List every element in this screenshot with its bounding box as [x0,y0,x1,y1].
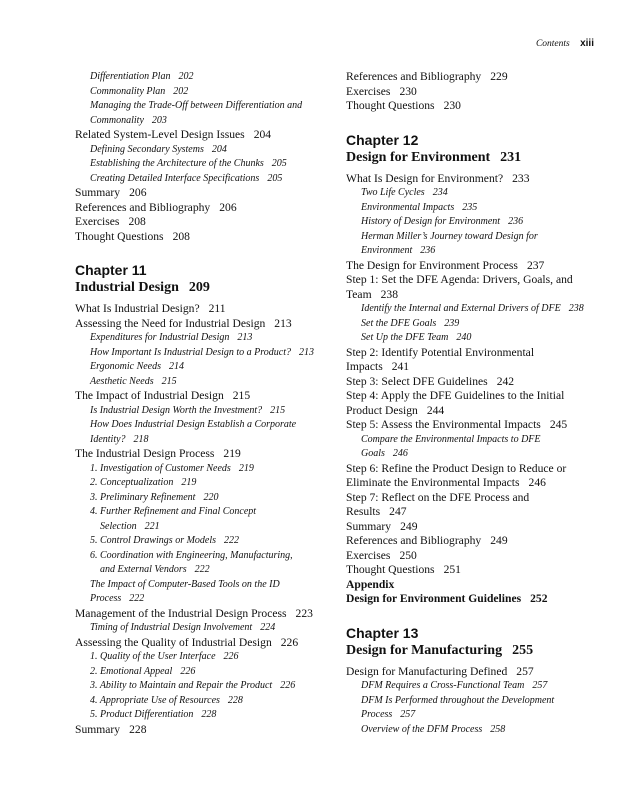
toc-entry[interactable] [346,476,608,491]
page-number: 226 [280,680,296,691]
entry-title: What Is Design for Environment? [346,171,504,185]
page-number: 247 [389,505,407,518]
page-number: 251 [443,563,461,576]
page-number: 245 [549,418,568,431]
chapter-title: Design for Environment [346,149,491,165]
page-number: 219 [223,447,241,460]
running-head-label: Contents [535,39,570,49]
chapter-title-line[interactable] [75,279,330,296]
entry-title: Set Up the DFE Team [361,332,449,343]
toc-column-right [346,70,608,737]
toc-subentry[interactable] [346,215,608,230]
page-number: 205 [271,158,287,169]
toc-subentry[interactable] [75,404,330,419]
page-number: 242 [496,374,515,388]
chapter-heading [346,624,608,659]
entry-title: The Impact of Industrial Design [75,389,224,402]
toc-subentry[interactable] [75,578,330,593]
toc-subentry[interactable] [75,143,330,158]
entry-title: Expenditures for Industrial Design [90,332,230,343]
page-number: 214 [169,361,185,372]
toc-subentry[interactable] [346,723,608,738]
entry-title: Commonality [90,114,144,126]
toc-subentry[interactable] [75,360,330,375]
entry-title: References and Bibliography [346,534,482,547]
page-number: 257 [516,664,534,678]
page-number: 249 [400,519,418,533]
entry-title: Compare the Environmental Impacts to DFE [361,433,541,445]
entry-title: Step 4: Apply the DFE Guidelines to the Initial [346,389,565,402]
page-number: 222 [194,564,210,575]
entry-title: Identity? [90,433,126,445]
page-number: 206 [219,200,237,214]
running-head [536,38,594,49]
toc-entry[interactable] [346,462,608,477]
page-number: 229 [490,70,508,83]
toc-appendix-entry[interactable] [346,592,608,607]
entry-title: Exercises [346,548,391,562]
toc-entry[interactable] [346,563,608,578]
toc-entry[interactable] [75,201,330,216]
entry-title: Thought Questions [75,229,164,243]
entry-title: References and Bibliography [346,70,482,83]
entry-title: Appendix [346,577,395,591]
entry-title: Managing the Trade-Off between Differentiation and [90,100,303,111]
page-number: 213 [299,346,315,358]
entry-title: Step 2: Identify Potential Environmental [346,345,535,359]
toc-entry[interactable] [346,375,608,390]
entry-title: Herman Miller’s Journey toward Design for [361,230,538,242]
toc-entry[interactable] [75,230,330,245]
entry-title: Assessing the Quality of Industrial Design [75,635,272,649]
page-number: xiii [580,38,594,49]
entry-title: Management of the Industrial Design Process [75,606,287,620]
page-number: 226 [223,651,239,662]
chapter-title-line[interactable] [346,149,608,166]
entry-title: Environment [361,245,413,256]
page-number: 215 [161,375,177,387]
page-number: 233 [512,171,530,185]
entry-title: History of Design for Environment [361,216,501,227]
entry-title: How Does Industrial Design Establish a Corporate [90,419,297,430]
entry-title: 2. Conceptualization [90,477,174,488]
toc-subentry[interactable] [75,70,330,85]
chapter-label: Chapter 11 [75,262,147,278]
page-number: 258 [490,723,506,735]
toc-appendix-entry[interactable] [346,578,608,593]
page-number: 230 [443,99,461,112]
toc-subentry[interactable] [346,679,608,694]
entry-title: Establishing the Architecture of the Chunks [90,158,264,169]
toc-entry[interactable] [346,70,608,85]
chapter-label: Chapter 13 [346,624,419,641]
entry-title: Step 5: Assess the Environmental Impacts [346,418,541,431]
toc-entry[interactable] [346,273,608,288]
toc-entry[interactable] [75,389,330,404]
entry-title: 4. Appropriate Use of Resources [90,694,220,706]
entry-title: 4. Further Refinement and Final Concept [90,506,257,517]
entry-title: Team [346,287,372,301]
toc-entry[interactable] [75,447,330,462]
toc-entry[interactable] [75,302,330,317]
entry-title: Overview of the DFM Process [361,723,483,735]
entry-title: Exercises [346,84,391,98]
entry-title: Impacts [346,360,383,373]
page-number: 204 [253,128,272,141]
page-number: 257 [400,709,416,720]
page-number: 206 [129,186,147,199]
toc-entry[interactable] [346,389,608,404]
entry-title: Step 6: Refine the Product Design to Reduce or [346,461,567,475]
chapter-heading [75,261,330,296]
toc-entry[interactable] [75,186,330,201]
page-number: 246 [528,476,546,489]
toc-entry[interactable] [346,549,608,564]
toc-entry[interactable] [346,505,608,520]
toc-entry[interactable] [75,317,330,332]
toc-subentry[interactable] [346,447,608,462]
entry-title: The Design for Environment Process [346,258,518,272]
page-number: 235 [462,201,478,213]
toc-subentry[interactable] [75,85,330,100]
toc-subentry[interactable] [75,476,330,491]
entry-title: 5. Product Differentiation [90,709,194,720]
entry-title: Defining Secondary Systems [90,143,204,155]
page-number: 238 [568,303,584,314]
page-number: 241 [391,360,410,373]
entry-title: Results [346,505,381,518]
page-number: 246 [392,448,408,459]
toc-subentry[interactable] [75,679,330,694]
toc-entry[interactable] [346,259,608,274]
toc-entry[interactable] [346,99,608,114]
toc-subentry[interactable] [75,172,330,187]
page-number: 219 [238,462,254,474]
page-number: 208 [128,215,146,228]
toc-entry[interactable] [346,172,608,187]
chapter-title-line[interactable] [346,642,608,659]
page-number: 230 [399,84,417,98]
entry-title: 6. Coordination with Engineering, Manufacturing, [90,549,293,561]
entry-title: Differentiation Plan [90,71,171,82]
toc-entry[interactable] [75,723,330,738]
entry-title: Step 1: Set the DFE Agenda: Drivers, Goals, and [346,273,573,286]
toc-subentry[interactable] [75,650,330,665]
entry-title: Commonality Plan [90,85,166,97]
toc-subentry[interactable] [75,592,330,607]
toc-subentry[interactable] [346,433,608,448]
toc-subentry[interactable] [346,244,608,259]
toc-subentry[interactable] [75,157,330,172]
toc-entry[interactable] [346,534,608,549]
toc-subentry[interactable] [75,346,330,361]
entry-title: Is Industrial Design Worth the Investment? [90,404,263,416]
entry-title: References and Bibliography [75,200,211,214]
entry-title: and External Vendors [100,564,187,575]
page-number: 222 [129,593,145,604]
entry-title: DFM Is Performed throughout the Development [361,694,555,706]
page-number: 231 [500,149,522,165]
chapter-label: Chapter 12 [346,131,419,148]
entry-title: Summary [75,722,121,736]
toc-subentry[interactable] [75,418,330,433]
toc-subentry[interactable] [346,186,608,201]
page-number: 208 [172,229,190,243]
toc-entry[interactable] [346,418,608,433]
entry-title: 2. Emotional Appeal [90,665,173,677]
toc-entry[interactable] [346,346,608,361]
toc-entry[interactable] [75,128,330,143]
entry-title: Product Design [346,403,418,417]
page-number: 215 [270,404,286,416]
page-number: 257 [532,680,548,691]
entry-title: 1. Quality of the User Interface [90,651,216,662]
entry-title: 1. Investigation of Customer Needs [90,462,231,474]
page-number: 236 [508,216,524,227]
page-number: 238 [380,287,398,301]
entry-title: Related System-Level Design Issues [75,128,245,141]
page-number: 202 [178,71,194,82]
toc-subentry[interactable] [346,201,608,216]
entry-title: Two Life Cycles [361,187,425,198]
toc-entry[interactable] [75,607,330,622]
entry-title: DFM Requires a Cross-Functional Team [361,680,525,691]
entry-title: Process [90,593,122,604]
page-number: 218 [133,433,149,445]
toc-subentry[interactable] [75,534,330,549]
toc-entry[interactable] [346,404,608,419]
toc-subentry[interactable] [75,462,330,477]
entry-title: Process [361,709,393,720]
toc-column-left [75,70,330,737]
page-number: 204 [211,143,227,155]
entry-title: Set the DFE Goals [361,317,437,329]
entry-title: Design for Environment Guidelines [346,592,522,605]
toc-entry[interactable] [346,360,608,375]
page-number: 228 [227,694,243,706]
entry-title: Summary [346,519,392,533]
page-number: 234 [432,187,448,198]
toc-subentry[interactable] [346,331,608,346]
page-number: 202 [173,85,189,97]
entry-title: Exercises [75,215,120,228]
entry-title: Step 3: Select DFE Guidelines [346,374,488,388]
page-number: 203 [151,114,167,126]
toc-subentry[interactable] [75,375,330,390]
page-number: 236 [420,245,436,256]
entry-title: Thought Questions [346,563,435,576]
toc-subentry[interactable] [346,230,608,245]
page-number: 252 [530,592,548,605]
toc-subentry[interactable] [75,665,330,680]
page-number: 209 [188,280,210,295]
toc-subentry[interactable] [75,433,330,448]
page-number: 205 [267,172,283,184]
page-number: 228 [129,722,147,736]
entry-title: Goals [361,448,385,459]
chapter-heading [346,131,608,166]
page-number: 224 [260,622,276,633]
entry-title: Summary [75,186,121,199]
toc-subentry[interactable] [346,317,608,332]
toc-subentry[interactable] [75,331,330,346]
page-number: 215 [232,389,251,402]
entry-title: Creating Detailed Interface Specifications [90,172,260,184]
page-number: 239 [444,317,460,329]
entry-title: Ergonomic Needs [90,361,162,372]
toc-subentry[interactable] [75,694,330,709]
entry-title: Assessing the Need for Industrial Design [75,316,266,330]
entry-title: Step 7: Reflect on the DFE Process and [346,490,530,504]
page-number: 244 [426,403,445,417]
entry-title: Thought Questions [346,99,435,112]
entry-title: The Industrial Design Process [75,447,215,460]
toc-subentry[interactable] [75,505,330,520]
toc-subentry[interactable] [75,708,330,723]
entry-title: Selection [100,520,137,532]
page-number: 255 [512,642,534,658]
entry-title: Aesthetic Needs [90,375,154,387]
toc-subentry[interactable] [75,549,330,564]
entry-title: Design for Manufacturing Defined [346,664,508,678]
toc-entry[interactable] [346,288,608,303]
entry-title: 3. Preliminary Refinement [90,491,196,503]
page-number: 226 [180,665,196,677]
toc-entry[interactable] [75,636,330,651]
toc-subentry[interactable] [346,694,608,709]
toc-subentry[interactable] [75,491,330,506]
page-number: 249 [490,534,508,547]
toc-entry[interactable] [346,85,608,100]
page-number: 213 [274,316,292,330]
page-number: 213 [237,332,253,343]
toc-entry[interactable] [346,520,608,535]
entry-title: Eliminate the Environmental Impacts [346,476,520,489]
page-number: 211 [208,302,226,315]
toc-subentry[interactable] [75,621,330,636]
toc-subentry[interactable] [75,114,330,129]
toc-subentry[interactable] [75,563,330,578]
entry-title: What Is Industrial Design? [75,302,200,315]
entry-title: 3. Ability to Maintain and Repair the Product [90,680,273,691]
entry-title: How Important Is Industrial Design to a Product? [90,346,292,358]
toc-subentry[interactable] [346,302,608,317]
page-number: 221 [144,520,160,532]
toc-entry[interactable] [75,215,330,230]
page-number: 237 [526,258,545,272]
toc-subentry[interactable] [75,520,330,535]
chapter-title: Design for Manufacturing [346,642,503,658]
toc-subentry[interactable] [346,708,608,723]
toc-subentry[interactable] [75,99,330,114]
entry-title: The Impact of Computer-Based Tools on the ID [90,578,280,590]
chapter-title: Industrial Design [75,280,179,295]
toc-entry[interactable] [346,491,608,506]
page-number: 240 [456,332,472,343]
page-number: 226 [280,635,299,649]
page-number: 219 [181,477,197,488]
entry-title: 5. Control Drawings or Models [90,535,217,546]
entry-title: Timing of Industrial Design Involvement [90,622,253,633]
page-number: 222 [224,535,240,546]
page-number: 250 [399,548,417,562]
page-number: 223 [295,606,313,620]
entry-title: Environmental Impacts [361,201,455,213]
page-number: 220 [203,491,219,503]
entry-title: Identify the Internal and External Drivers of DFE [361,303,561,314]
page-number: 228 [201,709,217,720]
toc-entry[interactable] [346,665,608,680]
